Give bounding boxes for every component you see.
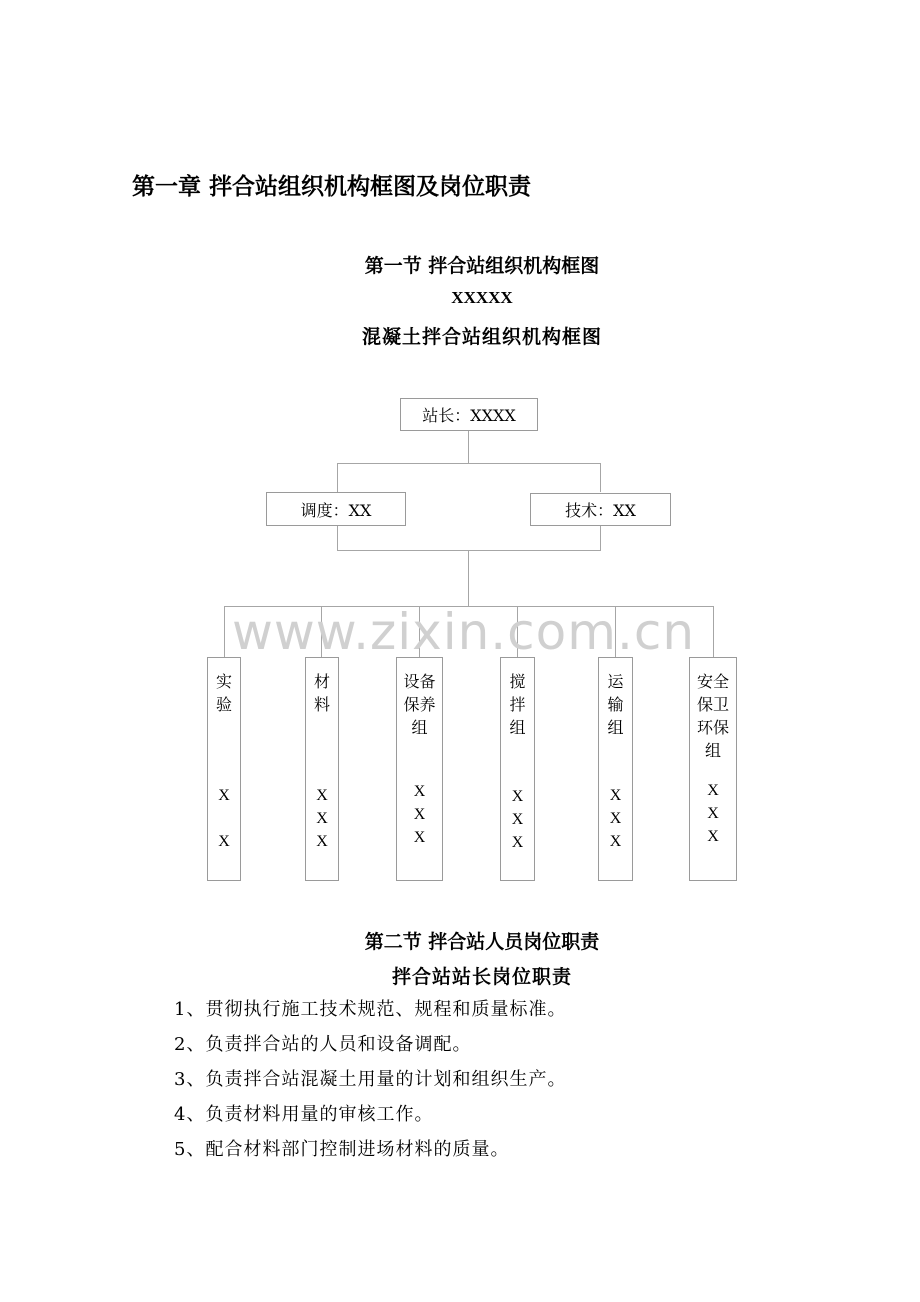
list-item: 1、贯彻执行施工技术规范、规程和质量标准。 (174, 999, 567, 1020)
connector-line (224, 606, 225, 657)
dept-name: 实 验 (215, 672, 232, 714)
org-head-label: 站长：XXXX (422, 406, 516, 425)
dept-box-mixing (500, 657, 535, 881)
dept-members: X X (218, 787, 230, 850)
connector-line (600, 463, 601, 492)
dept-name: 搅 拌 组 (509, 672, 526, 737)
dept-box-transport (598, 657, 633, 881)
list-item: 5、配合材料部门控制进场材料的质量。 (174, 1139, 510, 1160)
dept-members: X X X (609, 787, 622, 850)
company-name: XXXXX (451, 288, 513, 307)
dept-members: X X X (707, 782, 719, 845)
connector-line (337, 463, 338, 492)
connector-line (600, 526, 601, 551)
dept-members: X X X (413, 783, 426, 846)
org-head-box (400, 398, 538, 431)
org-deputy-label: 调度：XX (300, 500, 372, 520)
dept-name: 设备 保养 组 (403, 672, 436, 737)
org-chart-title: 混凝土拌合站组织机构框图 (361, 326, 602, 348)
dept-box-equipment (396, 657, 443, 881)
duty-list (174, 995, 566, 1170)
connector-line (337, 526, 338, 551)
list-item: 2、负责拌合站的人员和设备调配。 (174, 1034, 472, 1055)
dept-name: 安全 保卫 环保 组 (696, 672, 729, 760)
connector-line (337, 550, 601, 551)
dept-name: 材 料 (313, 672, 330, 714)
dept-members: X X X (316, 787, 328, 850)
dept-box-lab (207, 657, 241, 881)
connector-line (468, 431, 469, 464)
connector-line (713, 606, 714, 657)
list-item: 3、负责拌合站混凝土用量的计划和组织生产。 (174, 1069, 567, 1090)
section2-title: 第二节 拌合站人员岗位职责 (364, 931, 600, 953)
org-deputy-box (530, 493, 671, 526)
section1-title: 第一节 拌合站组织机构框图 (364, 255, 600, 277)
list-item: 4、负责材料用量的审核工作。 (174, 1104, 434, 1125)
dept-members: X X X (511, 788, 524, 851)
org-deputy-box (266, 492, 406, 526)
watermark: www.zixin.com.cn (232, 603, 696, 661)
chapter-title: 第一章 拌合站组织机构框图及岗位职责 (132, 174, 532, 200)
dept-box-materials (305, 657, 339, 881)
connector-line (337, 463, 601, 464)
org-deputy-label: 技术：XX (565, 501, 636, 520)
connector-line (468, 550, 469, 607)
section2-subtitle: 拌合站站长岗位职责 (391, 966, 572, 988)
dept-box-safety (689, 657, 737, 881)
dept-name: 运 输 组 (607, 672, 624, 737)
